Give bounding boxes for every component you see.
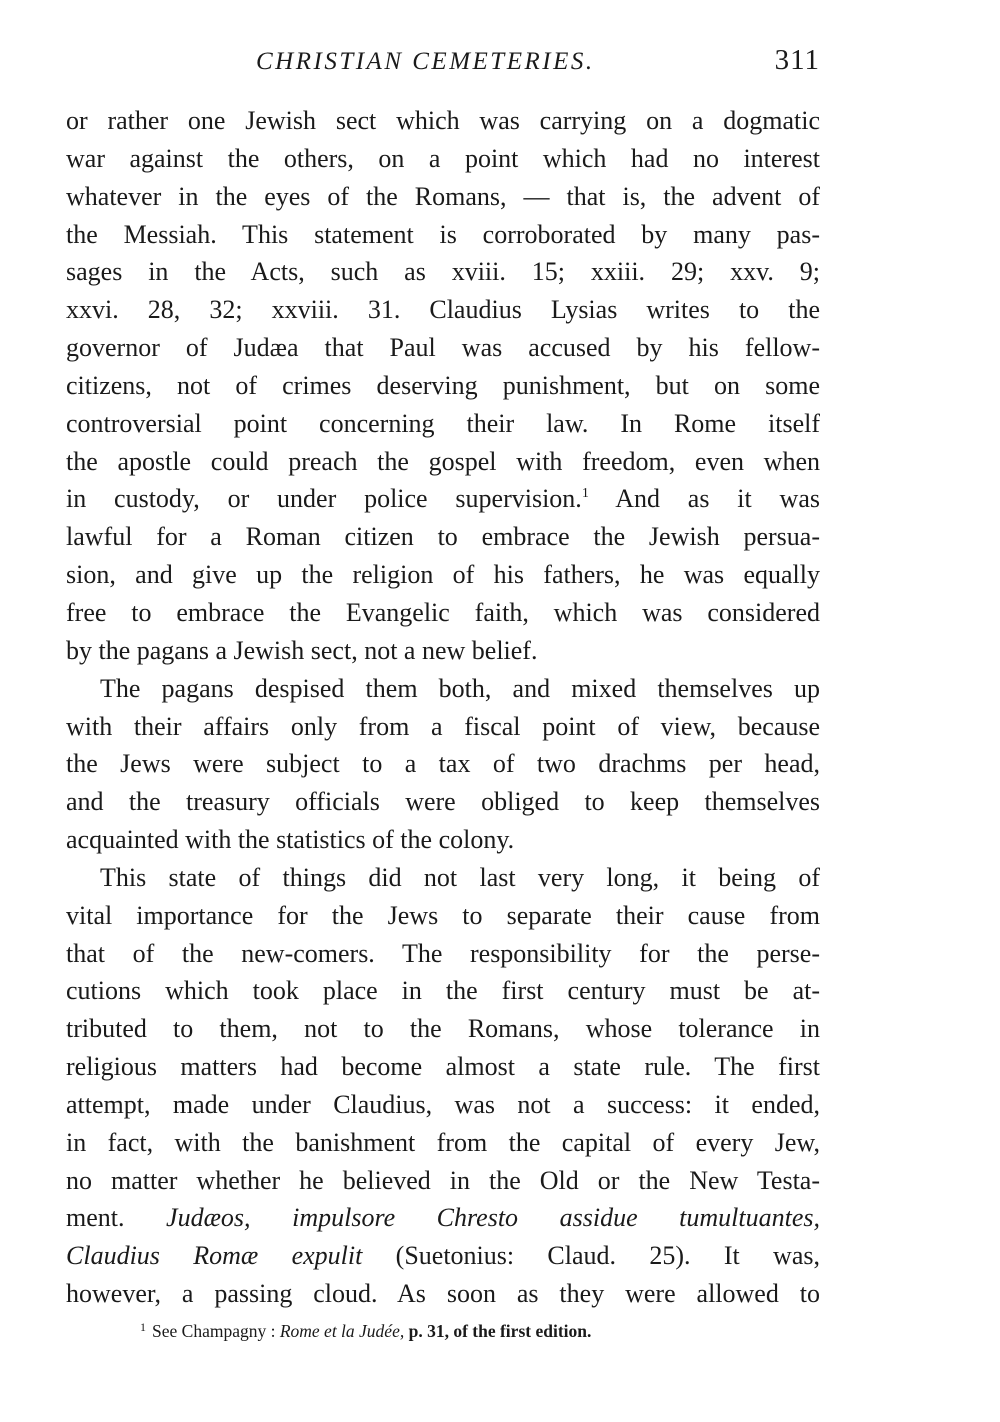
text-line: tributed to them, not to the Romans, whose tolerance in: [66, 1014, 820, 1044]
text-line: This state of things did not last very long, it being of: [100, 862, 820, 892]
text-line: sages in the Acts, such as xviii. 15; xxiii. 29; xxv. 9;: [66, 257, 820, 287]
text-line: and the treasury officials were obliged to keep themselves: [66, 787, 820, 817]
text-line: the apostle could preach the gospel with freedom, even when: [66, 446, 820, 476]
text-line: attempt, made under Claudius, was not a success: it ended,: [66, 1089, 820, 1119]
text-span: in custody, or under police supervision.: [66, 484, 582, 514]
text-line: free to embrace the Evangelic faith, which was considered: [66, 597, 820, 627]
text-line: acquainted with the statistics of the colony.: [66, 825, 515, 855]
text-line: vital importance for the Jews to separate their cause from: [66, 900, 820, 930]
text-line: war against the others, on a point which had no interest: [66, 143, 820, 173]
footnote: [66, 1318, 820, 1344]
latin-quotation: Judæos, impulsore Chresto assidue tumultuantes,: [166, 1203, 820, 1233]
text-line: [66, 480, 820, 518]
page-number: 311: [774, 44, 820, 76]
body-text: [66, 102, 820, 1313]
text-span: ment.: [66, 1203, 167, 1233]
text-line: sion, and give up the religion of his fathers, he was equally: [66, 560, 820, 590]
footnote-prefix: See Champagny :: [152, 1321, 280, 1341]
running-title: CHRISTIAN CEMETERIES.: [256, 48, 595, 75]
text-line: governor of Judæa that Paul was accused by his fellow-: [66, 333, 820, 363]
footnote-marker: 1: [140, 1320, 146, 1334]
text-line: [66, 1237, 820, 1275]
text-line: in fact, with the banishment from the capital of every Jew,: [66, 1127, 820, 1157]
text-line: the Messiah. This statement is corroborated by many pas-: [66, 219, 820, 249]
text-line: by the pagans a Jewish sect, not a new belief.: [66, 635, 538, 665]
text-line: cutions which took place in the first century must be at-: [66, 976, 820, 1006]
text-line: xxvi. 28, 32; xxviii. 31. Claudius Lysias writes to the: [66, 295, 820, 325]
text-line: controversial point concerning their law. In Rome itself: [66, 408, 820, 438]
text-line: [66, 1199, 820, 1237]
text-line: The pagans despised them both, and mixed themselves up: [100, 673, 820, 703]
footnote-reference[interactable]: 1: [581, 486, 589, 502]
page-header: [66, 40, 820, 92]
text-line: however, a passing cloud. As soon as they were allowed to: [66, 1279, 820, 1309]
text-line: religious matters had become almost a state rule. The first: [66, 1052, 820, 1082]
footnote-page: p. 31,: [404, 1321, 449, 1341]
text-span: And as it was: [588, 484, 820, 514]
text-line: that of the new-comers. The responsibility for the perse-: [66, 938, 820, 968]
footnote-suffix: of the first edition.: [448, 1321, 592, 1341]
text-line: the Jews were subject to a tax of two drachms per head,: [66, 749, 820, 779]
text-span: (Suetonius: Claud. 25). It was,: [362, 1241, 820, 1271]
text-line: with their affairs only from a fiscal point of view, because: [66, 711, 820, 741]
text-line: or rather one Jewish sect which was carrying on a dogmatic: [66, 106, 820, 135]
text-line: citizens, not of crimes deserving punishment, but on some: [66, 370, 820, 400]
text-line: lawful for a Roman citizen to embrace the Jewish persua-: [66, 522, 820, 552]
latin-quotation: Claudius Romæ expulit: [66, 1241, 363, 1271]
text-line: whatever in the eyes of the Romans, — that is, the advent of: [66, 181, 820, 211]
text-line: no matter whether he believed in the Old or the New Testa-: [66, 1165, 820, 1195]
footnote-title: Rome et la Judée,: [279, 1321, 405, 1341]
